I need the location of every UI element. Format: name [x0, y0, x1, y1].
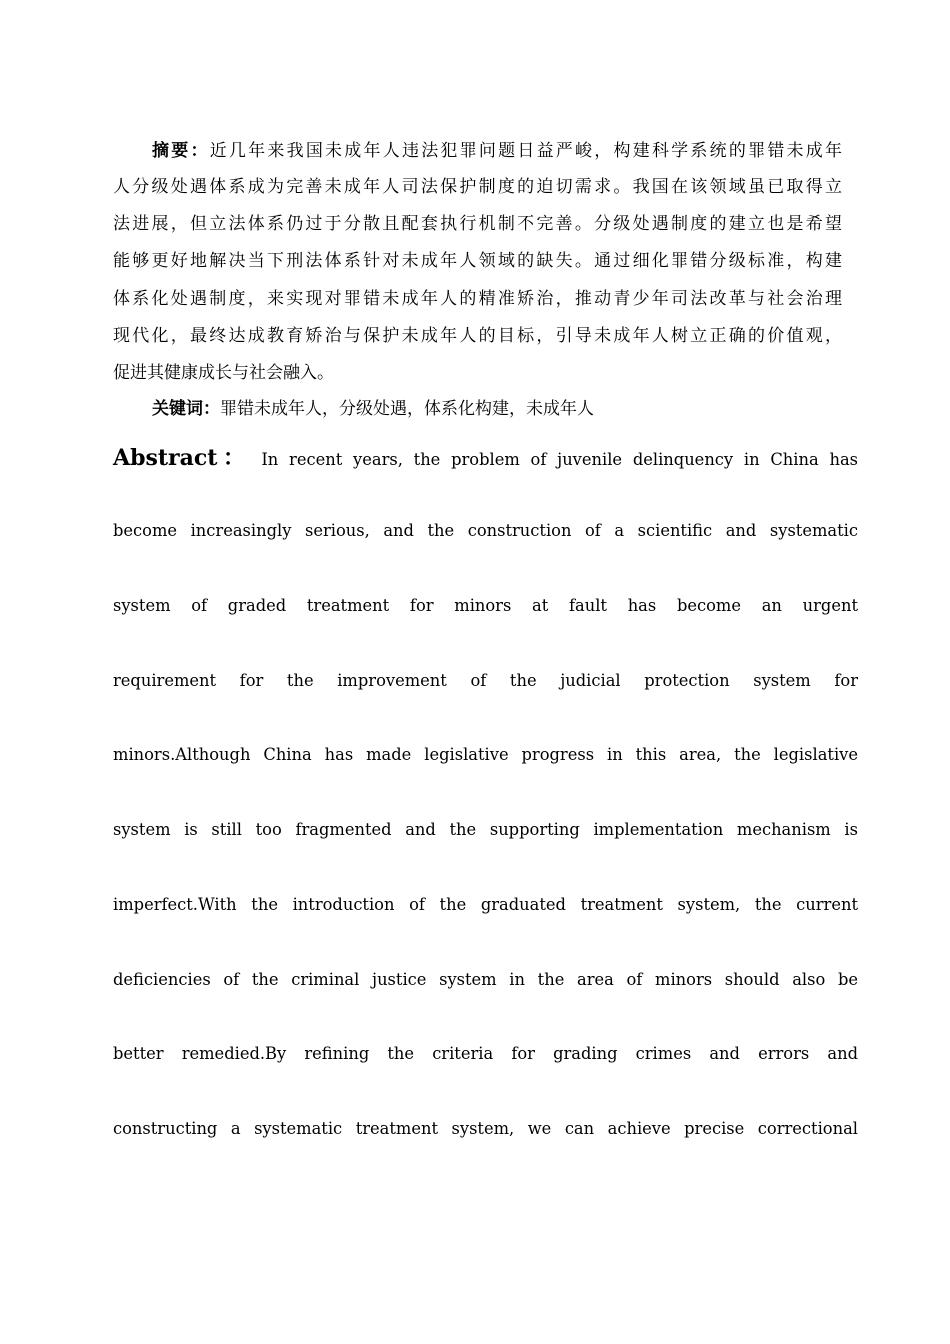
abstract-line: system is still too fragmented and the supporting implementation mechanism is — [113, 820, 858, 839]
keywords-label: 关键词： — [152, 399, 220, 419]
abstract-line: 法进展，但立法体系仍过于分散且配套执行机制不完善。分级处遇制度的建立也是希望 — [113, 214, 842, 234]
abstract-line: imperfect.With the introduction of the graduated treatment system, the current — [113, 895, 858, 914]
abstract-line: 现代化，最终达成教育矫治与保护未成年人的目标，引导未成年人树立正确的价值观， — [113, 326, 842, 346]
abstract-line: become increasingly serious, and the construction of a scientific and systematic — [113, 521, 858, 540]
abstract-line: deficiencies of the criminal justice system in the area of minors should also be — [113, 970, 858, 989]
abstract-line: Abstract： In recent years, the problem of juvenile delinquency in China has — [113, 445, 859, 471]
abstract-line: system of graded treatment for minors at fault has become an urgent — [113, 596, 858, 615]
abstract-line: 体系化处遇制度，来实现对罪错未成年人的精准矫治，推动青少年司法改革与社会治理 — [113, 289, 842, 309]
abstract-line: 摘要：近几年来我国未成年人违法犯罪问题日益严峻，构建科学系统的罪错未成年 — [152, 141, 843, 161]
abstract-line: requirement for the improvement of the judicial protection system for — [113, 671, 858, 690]
keywords — [152, 398, 842, 420]
abstract-line: better remedied.By refining the criteria for grading crimes and errors and — [113, 1044, 858, 1063]
abstract-line: minors.Although China has made legislative progress in this area, the legislative — [113, 745, 858, 764]
keywords-text: 罪错未成年人，分级处遇，体系化构建，未成年人 — [220, 399, 594, 419]
abstract-line: 促进其健康成长与社会融入。 — [113, 363, 334, 383]
abstract-line: 能够更好地解决当下刑法体系针对未成年人领域的缺失。通过细化罪错分级标准，构建 — [113, 251, 842, 271]
abstract-label: Abstract： — [113, 445, 251, 471]
abstract-label: 摘要： — [152, 141, 210, 161]
abstract-line: constructing a systematic treatment system, we can achieve precise correctional — [113, 1119, 858, 1138]
abstract-line: 人分级处遇体系成为完善未成年人司法保护制度的迫切需求。我国在该领域虽已取得立 — [113, 177, 842, 197]
